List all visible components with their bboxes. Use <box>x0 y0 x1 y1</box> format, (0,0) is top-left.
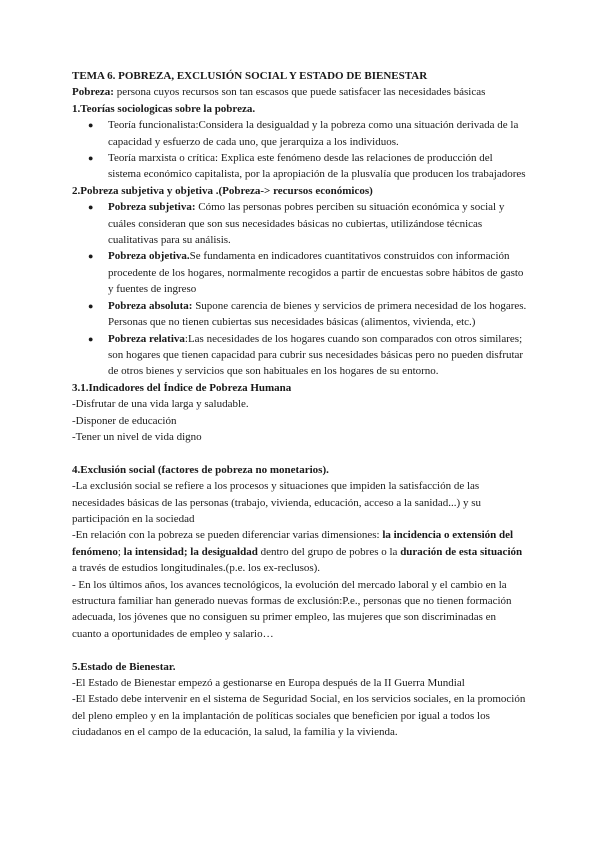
section-5-paragraph: -El Estado de Bienestar empezó a gestionarse en Europa después de la II Guerra Mundial <box>72 677 465 689</box>
list-item <box>72 298 528 331</box>
indicator-line: -Tener un nivel de vida digno <box>72 430 202 443</box>
list-item-text: Se fundamenta en indicadores cuantitativos construidos con información procedente de los hogares, normalmente recogidos a partir de encuestas sobre hábitos de gasto y fuentes de ingreso <box>108 250 524 296</box>
list-item-term: Pobreza objetiva. <box>108 250 190 263</box>
list-item <box>72 248 528 297</box>
paragraph-text: dentro del grupo de pobres o la <box>257 545 401 558</box>
pobreza-text: persona cuyos recursos son tan escasos que puede satisfacer las necesidades básicas <box>113 86 486 99</box>
list-item <box>72 331 528 380</box>
paragraph-bold: la intensidad; la desigualdad <box>123 545 258 558</box>
section-1-list <box>72 117 528 183</box>
section-5-heading: 5.Estado de Bienestar. <box>72 660 176 673</box>
section-4-paragraph <box>72 527 528 576</box>
list-item-text: Supone carencia de bienes y servicios de primera necesidad de los hogares. Personas que no tienen cubiertas sus necesidades básicas (alimentos, vivienda, etc.) <box>108 299 527 329</box>
section-1-heading: 1.Teorías sociologicas sobre la pobreza. <box>72 102 256 115</box>
paragraph-text: ; <box>117 545 124 558</box>
paragraph-text: a través de estudios longitudinales.(p.e. los ex-reclusos). <box>72 562 321 575</box>
section-2-list <box>72 199 528 379</box>
section-5-paragraph: -El Estado debe intervenir en el sistema de Seguridad Social, en los servicios sociales, en la promoción del pleno empleo y en la implantación de políticas sociales que beneficien por igual a todos los ciudadanos en el campo de la educación, la salud, la familia y la vivienda. <box>72 693 526 739</box>
document-title: TEMA 6. POBREZA, EXCLUSIÓN SOCIAL Y ESTADO DE BIENESTAR <box>72 70 428 82</box>
list-item-term: Pobreza absoluta: <box>108 299 193 312</box>
paragraph-text: -En relación con la pobreza se pueden diferenciar varias dimensiones: <box>72 529 383 542</box>
spacer <box>72 642 528 658</box>
section-4-heading: 4.Exclusión social (factores de pobreza no monetarios). <box>72 463 329 476</box>
section-3-1-heading: 3.1.Indicadores del Índice de Pobreza Humana <box>72 381 292 394</box>
section-4-paragraph: -La exclusión social se refiere a los procesos y situaciones que impiden la satisfacción de las necesidades básicas de las personas (trabajo, vivienda, educación, acceso a la sanidad...) y su participación en la sociedad <box>72 480 481 525</box>
list-item-term: Pobreza relativa <box>108 332 185 345</box>
pobreza-term: Pobreza: <box>72 86 114 99</box>
list-item-text: :Las necesidades de los hogares cuando son comparados con otros similares; son hogares que tienen capacidad para cubrir sus necesidades básicas pero no pueden disfrutar de otros bienes y servicios que son habituales en los hogares de su entorno. <box>108 332 524 378</box>
list-item-text: Cómo las personas pobres perciben su situación económica y social y cuáles consideran que son sus necesidades básicas no cubiertas, utilizándose técnicas cualitativas para su análisis. <box>108 201 505 247</box>
paragraph-bold: duración de esta situación <box>400 545 523 558</box>
list-item: ● Teoría marxista o crítica: Explica este fenómeno desde las relaciones de producción del sistema económico capitalista, por la apropiación de la plusvalía que producen los trabajadores <box>72 150 528 183</box>
section-4-paragraph: - En los últimos años, los avances tecnológicos, la evolución del mercado laboral y el cambio en la estructura familiar han generado nuevas formas de exclusión:P.e., personas que no tienen formación adecuada, los jóvenes que no consiguen su primer empleo, las mujeres que son discriminadas en cuanto a oportunidades de empleo y salario… <box>72 578 512 640</box>
document-page <box>72 68 528 741</box>
list-item-term: Pobreza subjetiva: <box>108 201 196 214</box>
list-item <box>72 199 528 248</box>
indicator-line: -Disponer de educación <box>72 414 177 427</box>
paragraph-bold: la incidencia o extensión del fenómeno <box>72 529 514 558</box>
spacer <box>72 445 528 461</box>
indicator-line: -Disfrutar de una vida larga y saludable. <box>72 398 249 411</box>
section-2-heading: 2.Pobreza subjetiva y objetiva .(Pobreza-> recursos económicos) <box>72 184 373 197</box>
pobreza-definition <box>72 84 528 100</box>
list-item: ● Teoría funcionalista:Considera la desigualdad y la pobreza como una situación derivada de la capacidad y esfuerzo de cada uno, que jerarquiza a los individuos. <box>72 117 528 150</box>
